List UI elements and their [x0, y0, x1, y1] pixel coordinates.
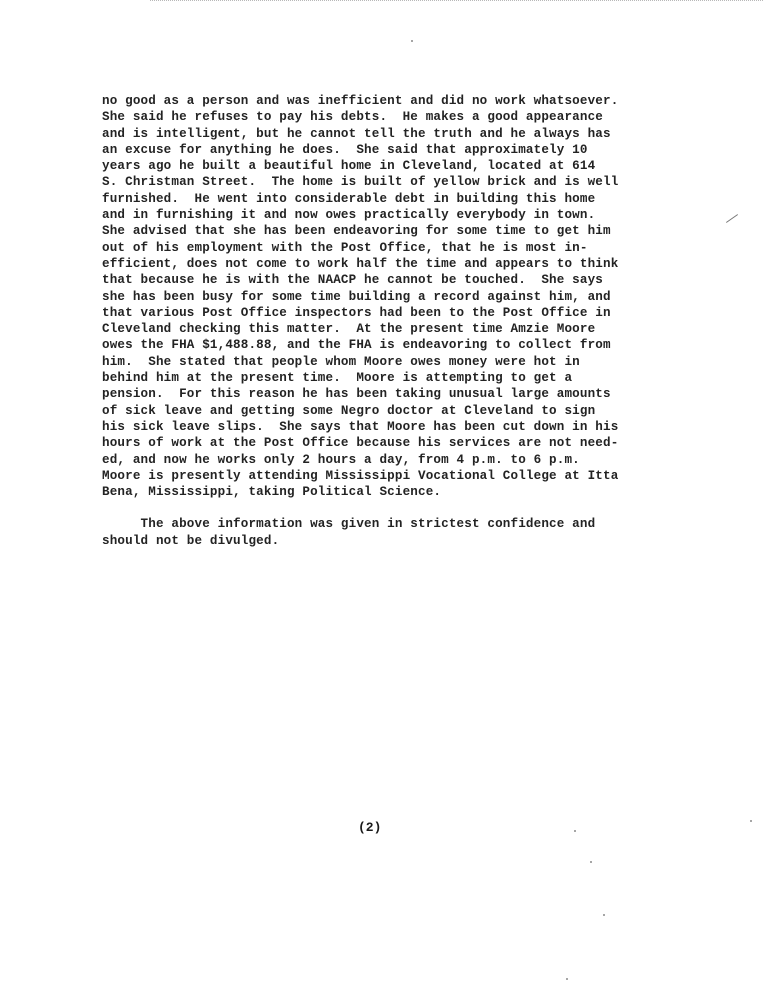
closing-paragraph: [102, 516, 722, 549]
text-line: The above information was given in strictest confidence and: [102, 517, 596, 532]
text-line: his sick leave slips. She says that Moore has been cut down in his: [102, 419, 619, 434]
text-line: efficient, does not come to work half the time and appears to think: [102, 256, 619, 271]
text-line: She advised that she has been endeavoring for some time to get him: [102, 224, 611, 239]
text-line: owes the FHA $1,488.88, and the FHA is endeavoring to collect from: [102, 338, 611, 353]
text-line: hours of work at the Post Office because his services are not need-: [102, 436, 619, 451]
text-line: Cleveland checking this matter. At the present time Amzie Moore: [102, 322, 596, 337]
scan-speck: [566, 978, 568, 980]
main-paragraph: [102, 93, 722, 500]
text-line: and is intelligent, but he cannot tell the truth and he always has: [102, 126, 611, 141]
text-line: she has been busy for some time building a record against him, and: [102, 289, 611, 304]
paragraph-gap: [102, 500, 722, 516]
text-line: of sick leave and getting some Negro doctor at Cleveland to sign: [102, 403, 596, 418]
scan-speck: [590, 861, 592, 863]
text-line: should not be divulged.: [102, 533, 280, 548]
scan-speck: [411, 40, 413, 42]
scan-speck: [574, 830, 576, 832]
text-line: ed, and now he works only 2 hours a day, from 4 p.m. to 6 p.m.: [102, 452, 580, 467]
text-line: an excuse for anything he does. She said that approximately 10: [102, 142, 588, 157]
page-top-border: [150, 0, 763, 3]
scan-mark: [726, 214, 738, 223]
text-line: out of his employment with the Post Office, that he is most in-: [102, 240, 588, 255]
text-line: Moore is presently attending Mississippi Vocational College at Itta: [102, 468, 619, 483]
text-line: furnished. He went into considerable debt in building this home: [102, 191, 596, 206]
text-line: pension. For this reason he has been taking unusual large amounts: [102, 387, 611, 402]
page-number: (2): [358, 820, 382, 835]
document-body: [102, 93, 722, 549]
text-line: Bena, Mississippi, taking Political Science.: [102, 485, 442, 500]
text-line: years ago he built a beautiful home in Cleveland, located at 614: [102, 159, 596, 174]
text-line: S. Christman Street. The home is built of yellow brick and is well: [102, 175, 619, 190]
scan-speck: [603, 914, 605, 916]
text-line: that because he is with the NAACP he cannot be touched. She says: [102, 273, 603, 288]
text-line: him. She stated that people whom Moore owes money were hot in: [102, 354, 580, 369]
text-line: no good as a person and was inefficient and did no work whatsoever.: [102, 94, 619, 108]
text-line: She said he refuses to pay his debts. He makes a good appearance: [102, 110, 603, 125]
text-line: that various Post Office inspectors had been to the Post Office in: [102, 305, 611, 320]
text-line: behind him at the present time. Moore is attempting to get a: [102, 371, 573, 386]
scan-speck: [750, 820, 752, 822]
text-line: and in furnishing it and now owes practically everybody in town.: [102, 208, 596, 223]
